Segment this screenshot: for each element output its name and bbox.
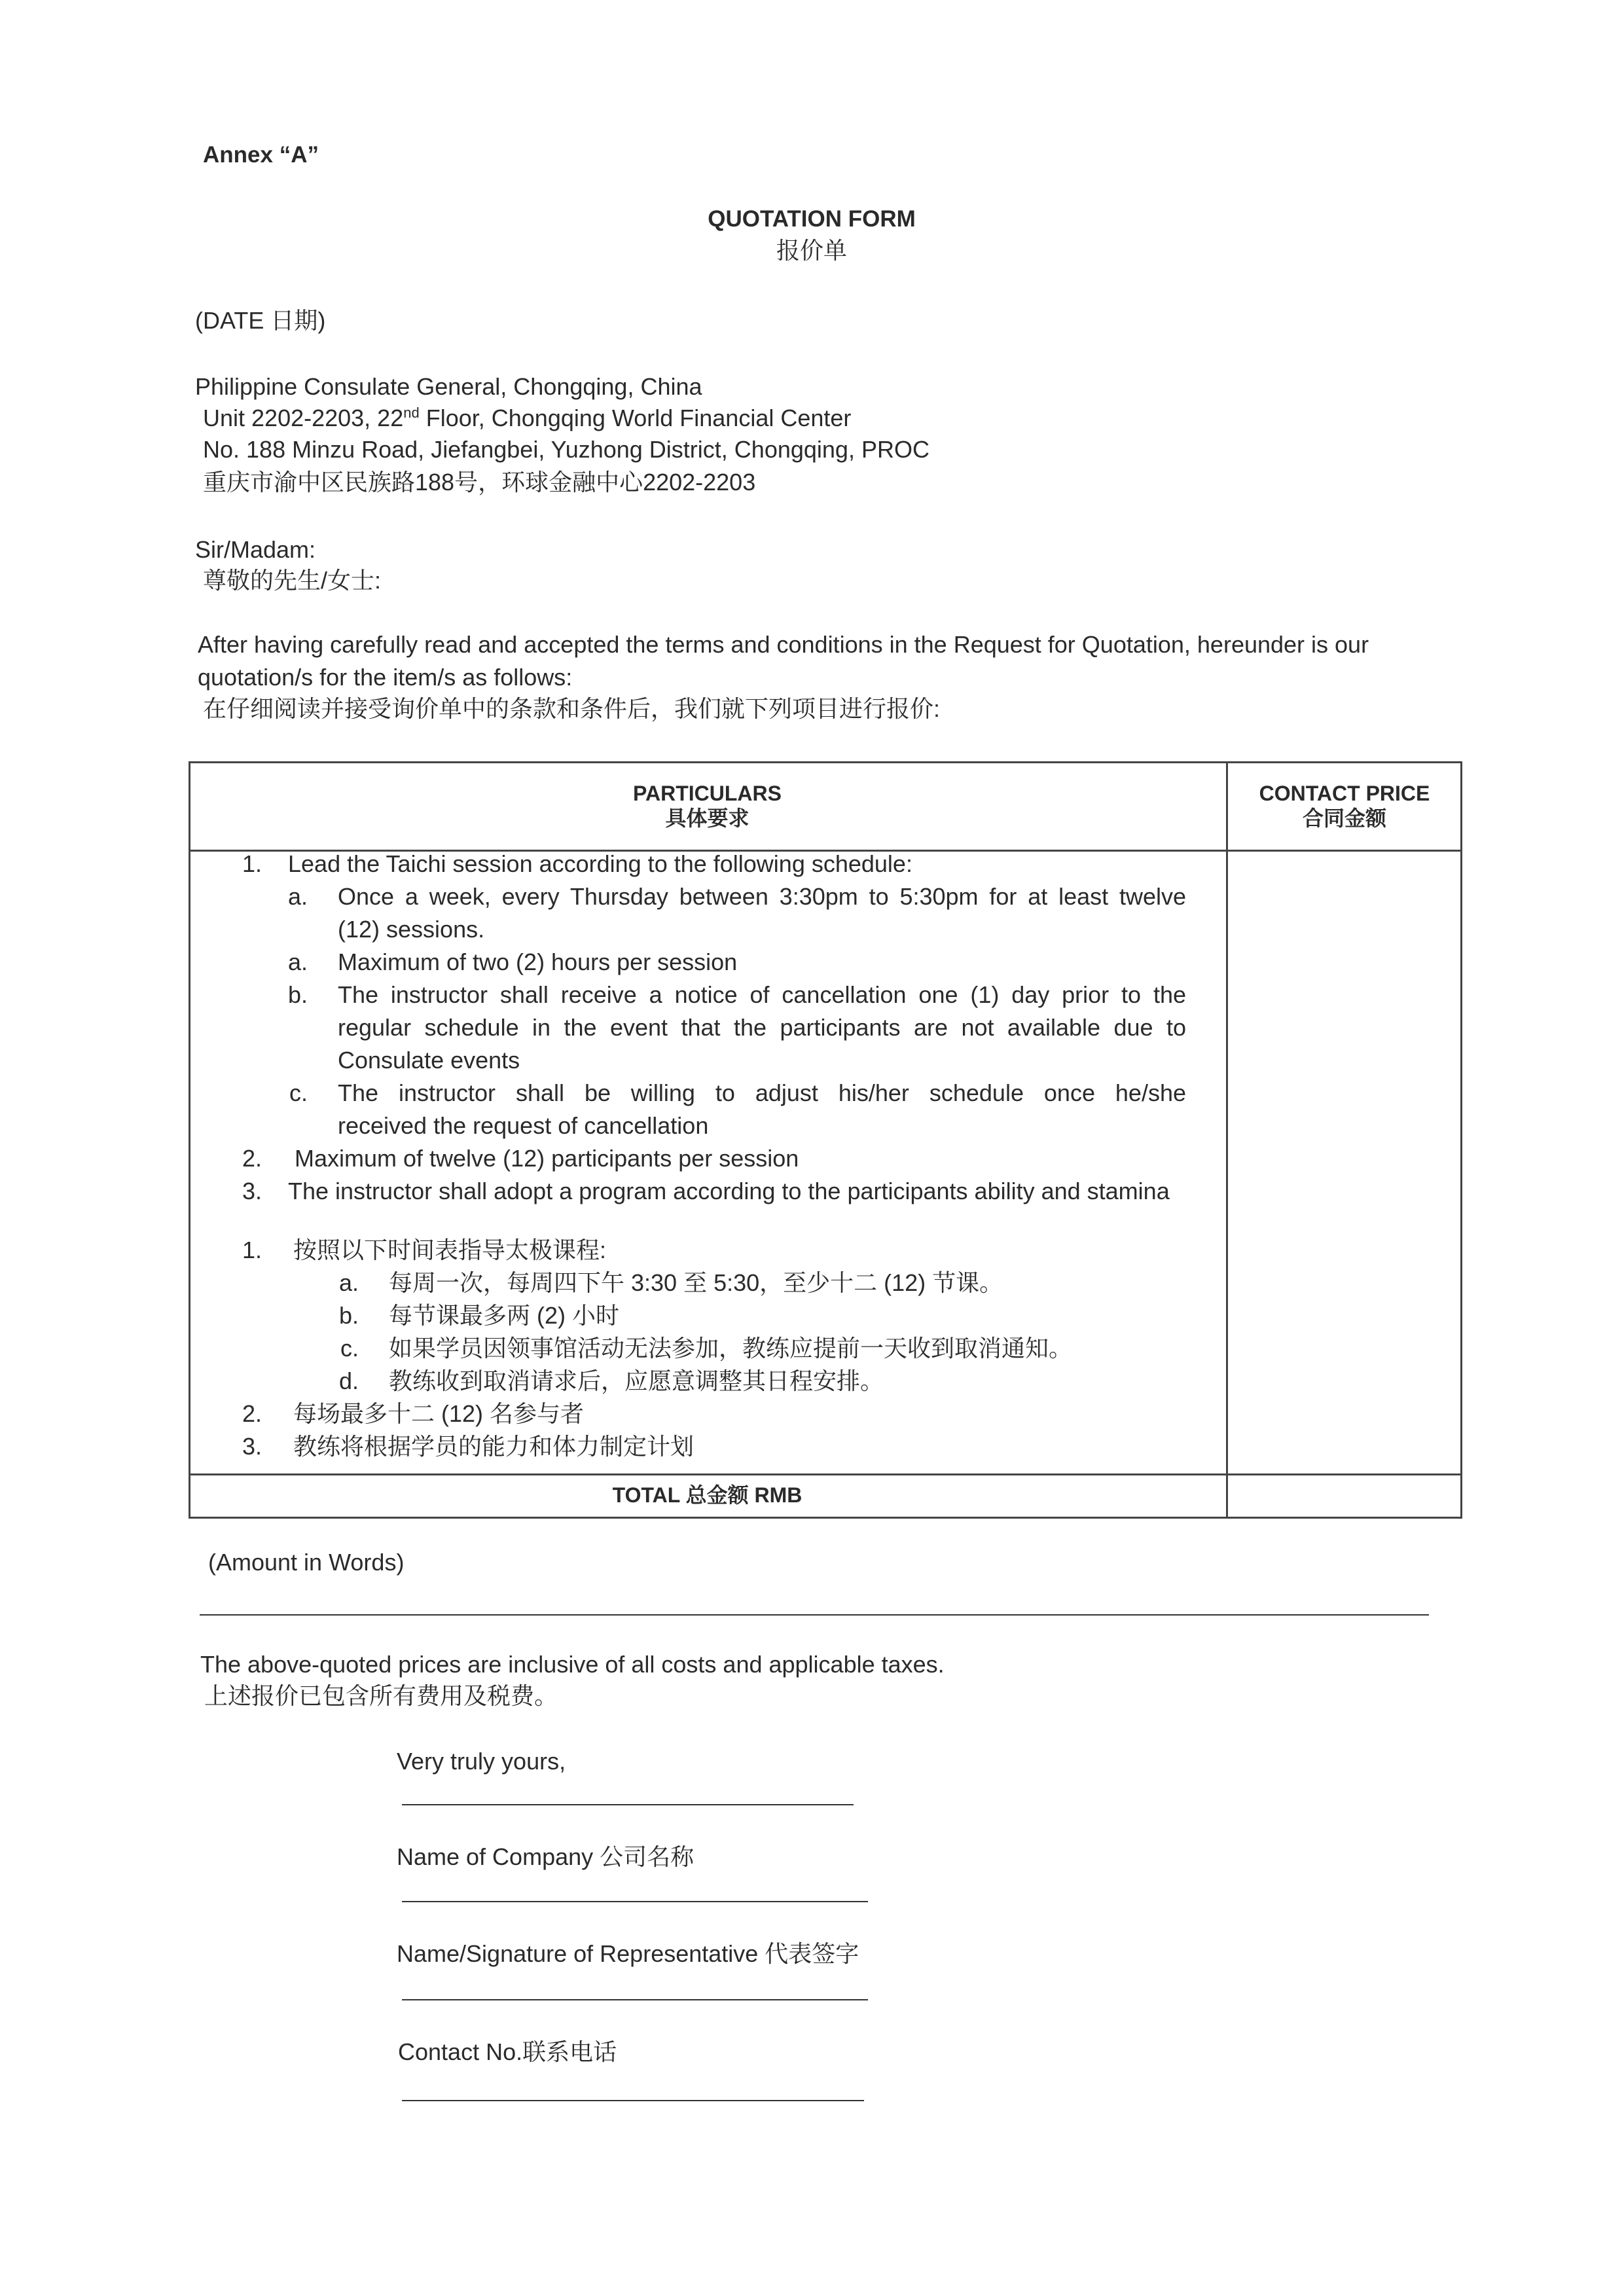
subitem-c-line-2: received the request of cancellation xyxy=(338,1112,709,1139)
address-floor: Floor, Chongqing World Financial Center xyxy=(419,405,852,431)
subitem-a-text-cn: 每周一次，每周四下午 3:30 至 5:30，至少十二 (12) 节课。 xyxy=(389,1269,1003,1296)
item-3-text: The instructor shall adopt a program according to the participants ability and stamina xyxy=(288,1178,1170,1204)
subitem-a2-text: Maximum of two (2) hours per session xyxy=(338,949,738,975)
closing: Very truly yours, xyxy=(397,1748,566,1775)
subitem-label: a. xyxy=(287,949,308,975)
address-line-3: No. 188 Minzu Road, Jiefangbei, Yuzhong District, Chongqing, PROC xyxy=(203,436,929,463)
amount-in-words-line[interactable] xyxy=(200,1614,1429,1616)
particulars-table xyxy=(189,761,1461,1517)
representative-label: Name/Signature of Representative 代表签字 xyxy=(397,1940,859,1967)
subitem-label: d. xyxy=(338,1367,359,1394)
table-total-divider xyxy=(189,1473,1461,1475)
item-2-text-cn: 每场最多十二 (12) 名参与者 xyxy=(293,1400,585,1427)
address-line-2 xyxy=(203,402,851,435)
signature-line[interactable] xyxy=(402,1804,854,1805)
date-label: (DATE 日期) xyxy=(195,307,326,334)
intro-line-2: quotation/s for the item/s as follows: xyxy=(198,664,573,691)
subitem-label: a. xyxy=(338,1269,359,1296)
item-number: 3. xyxy=(242,1433,262,1460)
company-name-line[interactable] xyxy=(402,1901,868,1902)
item-1-text: Lead the Taichi session according to the following schedule: xyxy=(288,850,912,877)
particulars-header-en: PARTICULARS xyxy=(633,782,782,805)
subitem-c-text-cn: 如果学员因领事馆活动无法参加，教练应提前一天收到取消通知。 xyxy=(389,1335,1073,1362)
contact-price-field[interactable] xyxy=(1231,853,1457,1471)
subitem-b-line-1: The instructor shall receive a notice of cancellation one (1) day prior to the xyxy=(338,981,1186,1008)
subitem-b-line-2: regular schedule in the event that the participants are not available due to xyxy=(338,1014,1186,1041)
intro-line-1: After having carefully read and accepted the terms and conditions in the Request for Quotation, hereunder is our xyxy=(198,631,1369,658)
subitem-a1-line-1: Once a week, every Thursday between 3:30pm to 5:30pm for at least twelve xyxy=(338,883,1186,910)
subitem-label: c. xyxy=(289,1079,308,1106)
subitem-d-text-cn: 教练收到取消请求后，应愿意调整其日程安排。 xyxy=(389,1367,884,1394)
inclusive-note-cn: 上述报价已包含所有费用及税费。 xyxy=(204,1682,558,1709)
item-number: 2. xyxy=(242,1400,262,1427)
item-number: 1. xyxy=(242,1237,262,1263)
contact-price-header-en: CONTACT PRICE xyxy=(1259,782,1430,805)
item-2-text: Maximum of twelve (12) participants per session xyxy=(295,1145,799,1172)
subitem-label: b. xyxy=(338,1302,359,1329)
contact-price-header-cn: 合同金额 xyxy=(1302,806,1386,830)
subitem-label: c. xyxy=(340,1335,359,1362)
company-label: Name of Company 公司名称 xyxy=(397,1843,695,1870)
ordinal-suffix: nd xyxy=(403,405,420,421)
annex-label: Annex “A” xyxy=(203,142,319,168)
total-amount-field[interactable] xyxy=(1231,1477,1457,1514)
table-column-divider xyxy=(1226,761,1228,1517)
subitem-label: b. xyxy=(287,981,308,1008)
item-3-text-cn: 教练将根据学员的能力和体力制定计划 xyxy=(293,1433,695,1460)
salutation: Sir/Madam: xyxy=(195,536,316,563)
item-number: 2. xyxy=(242,1145,262,1172)
page-title-cn: 报价单 xyxy=(776,237,847,264)
representative-signature-line[interactable] xyxy=(402,1999,868,2000)
item-number: 1. xyxy=(242,850,262,877)
contact-price-header xyxy=(1228,781,1461,831)
address-line-1: Philippine Consulate General, Chongqing, China xyxy=(195,373,702,400)
subitem-b-text-cn: 每节课最多两 (2) 小时 xyxy=(389,1302,620,1329)
amount-in-words-label: (Amount in Words) xyxy=(208,1549,405,1576)
contact-label: Contact No.联系电话 xyxy=(398,2038,617,2065)
subitem-c-line-1: The instructor shall be willing to adjust his/her schedule once he/she xyxy=(338,1079,1186,1106)
contact-number-line[interactable] xyxy=(402,2100,864,2101)
particulars-header-cn: 具体要求 xyxy=(665,806,749,830)
total-label: TOTAL 总金额 RMB xyxy=(612,1483,803,1507)
item-1-text-cn: 按照以下时间表指导太极课程: xyxy=(293,1237,607,1263)
page-title: QUOTATION FORM xyxy=(708,206,916,232)
address-unit: Unit 2202-2203, 22 xyxy=(203,405,404,431)
intro-line-3: 在仔细阅读并接受询价单中的条款和条件后，我们就下列项目进行报价: xyxy=(203,695,941,722)
subitem-a1-line-2: (12) sessions. xyxy=(338,916,485,943)
particulars-header xyxy=(189,781,1226,831)
salutation-cn: 尊敬的先生/女士: xyxy=(203,567,382,594)
subitem-b-line-3: Consulate events xyxy=(338,1047,520,1074)
address-line-4: 重庆市渝中区民族路188号，环球金融中心2202-2203 xyxy=(203,469,756,496)
item-number: 3. xyxy=(242,1178,262,1204)
inclusive-note: The above-quoted prices are inclusive of all costs and applicable taxes. xyxy=(200,1651,945,1678)
subitem-label: a. xyxy=(287,883,308,910)
